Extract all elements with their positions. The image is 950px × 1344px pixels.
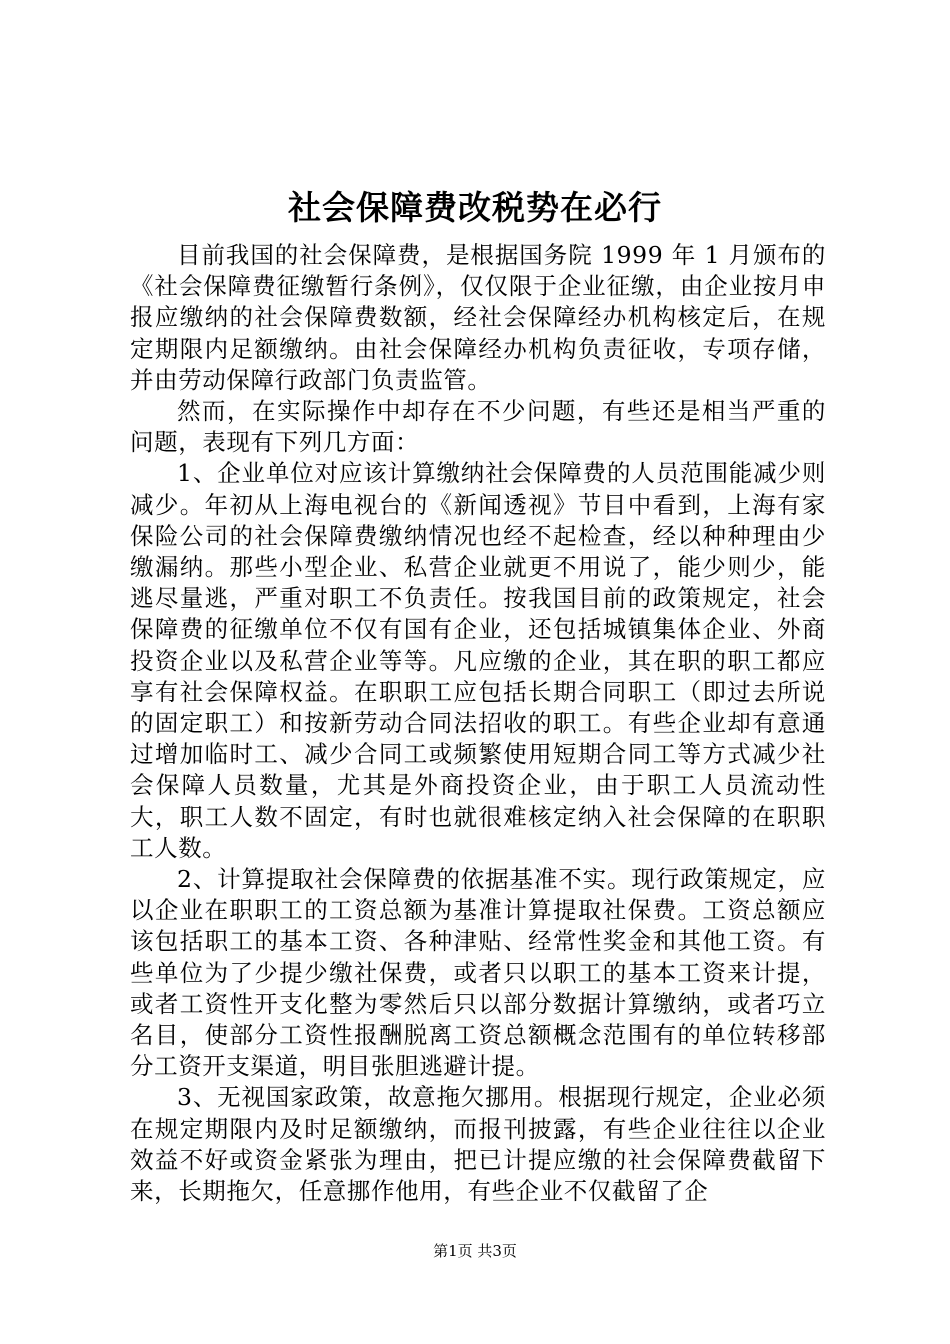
- paragraph-intro: 目前我国的社会保障费，是根据国务院 1999 年 1 月颁布的《社会保障费征缴暂行条例》，仅仅限于企业征缴，由企业按月申报应缴纳的社会保障费数额，经社会保障经办机构核定后，在规定期限内足额缴纳。由社会保障经办机构负责征收，专项存储，并由劳动保障行政部门负责监管。: [130, 241, 826, 394]
- document-body: [130, 240, 826, 1207]
- document-title: 社会保障费改税势在必行: [288, 188, 662, 227]
- page-number-footer: 第1页 共3页: [433, 1242, 517, 1260]
- paragraph-problem-2: 2、计算提取社会保障费的依据基准不实。现行政策规定，应以企业在职职工的工资总额为基准计算提取社保费。工资总额应该包括职工的基本工资、各种津贴、经常性奖金和其他工资。有些单位为了少提少缴社保费，或者只以职工的基本工资来计提，或者工资性开支化整为零然后只以部分数据计算缴纳，或者巧立名目，使部分工资性报酬脱离工资总额概念范围有的单位转移部分工资开支渠道，明目张胆逃避计提。: [130, 865, 826, 1081]
- paragraph-problems-lead: 然而，在实际操作中却存在不少问题，有些还是相当严重的问题，表现有下列几方面：: [130, 397, 826, 457]
- paragraph-problem-3: 3、无视国家政策，故意拖欠挪用。根据现行规定，企业必须在规定期限内及时足额缴纳，而报刊披露，有些企业往往以企业效益不好或资金紧张为理由，把已计提应缴的社会保障费截留下来，长期拖欠，任意挪作他用，有些企业不仅截留了企: [130, 1083, 826, 1206]
- paragraph-problem-1: 1、企业单位对应该计算缴纳社会保障费的人员范围能减少则减少。年初从上海电视台的《新闻透视》节目中看到，上海有家保险公司的社会保障费缴纳情况也经不起检查，经以种种理由少缴漏纳。那些小型企业、私营企业就更不用说了，能少则少，能逃尽量逃，严重对职工不负责任。按我国目前的政策规定，社会保障费的征缴单位不仅有国有企业，还包括城镇集体企业、外商投资企业以及私营企业等等。凡应缴的企业，其在职的职工都应享有社会保障权益。在职职工应包括长期合同职工（即过去所说的固定职工）和按新劳动合同法招收的职工。有些企业却有意通过增加临时工、减少合同工或频繁使用短期合同工等方式减少社会保障人员数量，尤其是外商投资企业，由于职工人员流动性大，职工人数不固定，有时也就很难核定纳入社会保障的在职职工人数。: [130, 459, 826, 862]
